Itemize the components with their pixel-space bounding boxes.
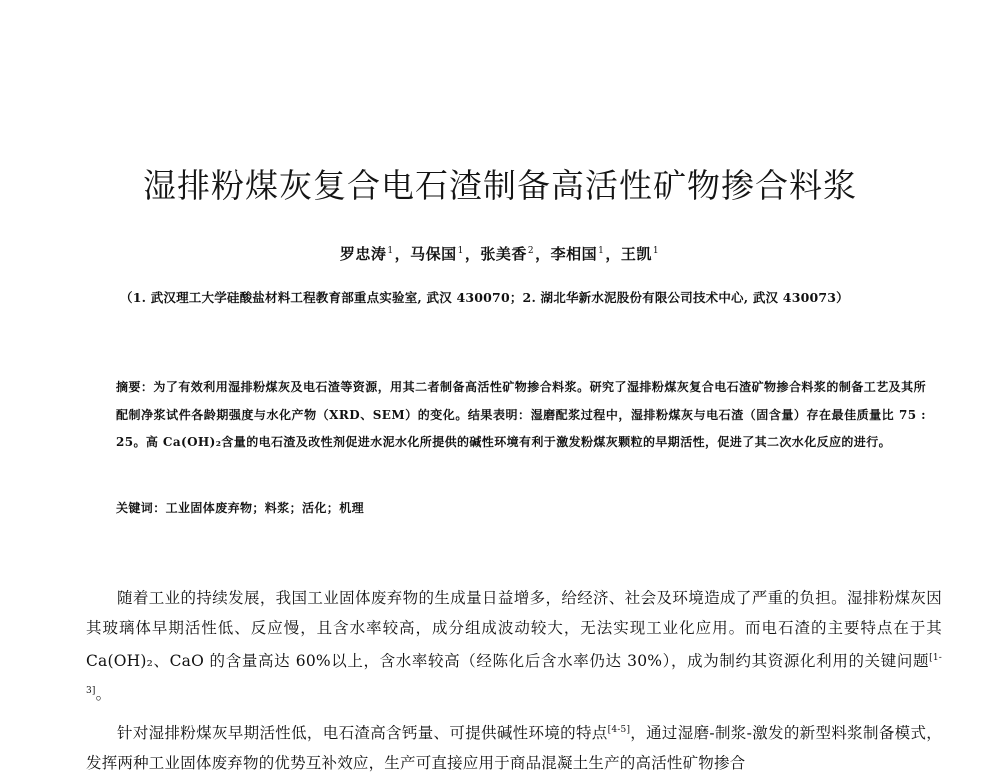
abstract-text: 为了有效利用湿排粉煤灰及电石渣等资源，用其二者制备高活性矿物掺合料浆。研究了湿排粉煤灰复合电石渣矿物掺合料浆的制备工艺及其所配制净浆试件各龄期强度与水化产物（XRD、SEM）的变化。结果表明：湿磨配浆过程中，湿排粉煤灰与电石渣（固含量）存在最佳质量比 75 : 25。高 Ca(OH)₂含量的电石渣及改性剂促进水泥水化所提供的碱性环境有利于激发粉煤灰颗粒的早期活性，促进了其二次水化反应的进行。 [116,380,926,449]
keywords-label: 关键词： [116,501,166,515]
paper-title: 湿排粉煤灰复合电石渣制备高活性矿物掺合料浆 [143,166,857,206]
author-affiliation-mark: 2 [527,246,535,256]
abstract [116,374,926,457]
paragraph-end: ，通过湿磨-制浆-激发的新型料浆制备模式，发挥两种工业固体废弃物的优势互补效应，生产可直接应用于商品混凝土生产的高活性矿物掺合 [86,724,942,773]
author-name: 李相国 [550,245,598,263]
paragraph-text: 随着工业的持续发展，我国工业固体废弃物的生成量日益增多，给经济、社会及环境造成了严重的负担。湿排粉煤灰因其玻璃体早期活性低、反应慢，且含水率较高，成分组成波动较大，无法实现工业化应用。而电石渣的主要特点在于其 Ca(OH)₂、CaO 的含量高达 60%以上，含水率较高（经陈化后含水率仍达 30%），成为制约其资源化利用的关键问题 [86,589,942,671]
author-list: 罗忠涛$^1$，马保国$^1$，张美香$^2$，李相国$^1$，王凯$^1$ [339,245,660,263]
paragraph-text: 针对湿排粉煤灰早期活性低，电石渣高含钙量、可提供碱性环境的特点 [117,724,608,743]
keywords-text: 工业固体废弃物；料浆；活化；机理 [165,501,365,515]
body-paragraph [86,715,942,778]
author-name: 罗忠涛 [339,245,387,263]
author-affiliation-mark: 1 [598,246,605,256]
paragraph-end: 。 [95,685,112,704]
author-name: 张美香 [480,245,527,263]
author-affiliation-mark: 1 [457,246,464,256]
keywords [116,499,926,516]
body-text [86,583,942,784]
author-affiliation-mark: 1 [652,246,660,256]
author-name: 王凯 [620,245,652,263]
abstract-label: 摘要： [116,380,154,394]
citation-ref: [1-3] [86,653,942,697]
author-name: 马保国 [410,245,457,263]
citation-ref: [4-5] [607,725,631,736]
body-paragraph [86,583,942,709]
affiliations: （1. 武汉理工大学硅酸盐材料工程教育部重点实验室, 武汉 430070；2. 湖北华新水泥股份有限公司技术中心, 武汉 430073） [120,290,849,305]
author-affiliation-mark: 1 [387,246,394,256]
